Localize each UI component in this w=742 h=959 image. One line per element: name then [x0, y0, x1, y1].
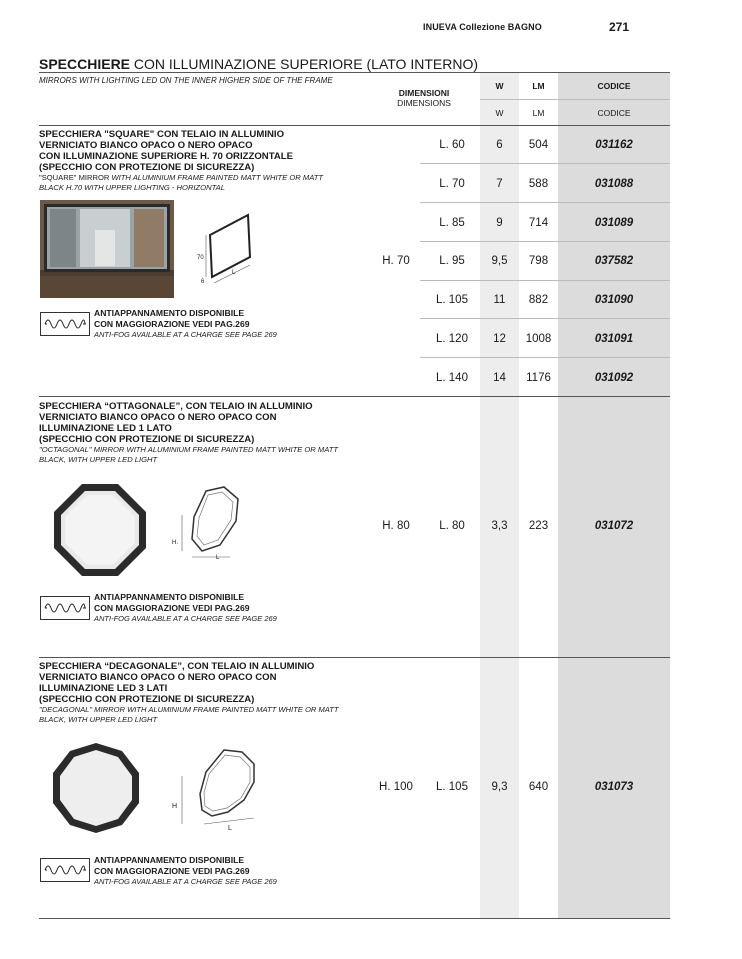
watt: 9,5: [491, 255, 508, 267]
antifog-it1: ANTIAPPANNAMENTO DISPONIBILE: [94, 592, 245, 602]
antifog-coil-icon: [40, 858, 90, 882]
decagonal-dim-h: H: [172, 803, 178, 810]
row-rule: [420, 357, 670, 358]
dim-en: DIMENSIONS: [397, 98, 451, 108]
desc-line1: "OCTAGONAL" MIRROR WITH ALUMINIUM FRAME PAINTED MATT WHITE OR MATT: [39, 445, 339, 454]
antifog-text-octagonal: [94, 592, 277, 624]
page-number: 271: [609, 20, 630, 34]
antifog-it2: CON MAGGIORAZIONE VEDI PAG.269: [94, 866, 250, 876]
section-title-rest: CON ILLUMINAZIONE SUPERIORE (LATO INTERNO): [130, 56, 479, 72]
desc-line2: BLACK, WITH UPPER LED LIGHT: [39, 455, 158, 464]
antifog-it2: CON MAGGIORAZIONE VEDI PAG.269: [94, 319, 250, 329]
header-bottom-rule: [39, 125, 670, 126]
antifog-it2: CON MAGGIORAZIONE VEDI PAG.269: [94, 603, 250, 613]
antifog-en: ANTI-FOG AVAILABLE AT A CHARGE SEE PAGE 269: [94, 330, 277, 339]
lumen: 1176: [526, 372, 551, 384]
title-line: ILLUMINAZIONE LED 1 LATO: [39, 423, 172, 434]
title-line: SPECCHIERA "SQUARE" CON TELAIO IN ALLUMINIO: [39, 129, 285, 140]
product-code: 031089: [594, 217, 634, 229]
lumen: 798: [528, 255, 549, 267]
row-rule: [420, 318, 670, 319]
antifog-coil-icon: [40, 596, 90, 620]
code-header-it: CODICE: [597, 81, 631, 91]
lumen: 1008: [525, 333, 552, 345]
size-l: L. 70: [439, 178, 465, 190]
dim-it: DIMENSIONI: [398, 88, 450, 98]
watt: 9,3: [491, 781, 508, 793]
size-l: L. 105: [436, 781, 468, 793]
section-title: [39, 56, 478, 72]
watt: 14: [493, 372, 506, 384]
lumen: 640: [528, 781, 549, 793]
octagonal-dim-h: H.: [172, 540, 178, 546]
size-l: L. 140: [436, 372, 468, 384]
lumen: 504: [528, 139, 549, 151]
desc-line1: WITH ALUMINIUM FRAME PAINTED MATT WHITE OR MATT: [109, 173, 323, 182]
watt: 12: [493, 333, 506, 345]
watt: 11: [493, 294, 506, 306]
antifog-it1: ANTIAPPANNAMENTO DISPONIBILE: [94, 855, 245, 865]
size-l: L. 80: [439, 520, 465, 532]
size-l: L. 120: [436, 333, 468, 345]
antifog-en: ANTI-FOG AVAILABLE AT A CHARGE SEE PAGE 269: [94, 614, 277, 623]
title-line: CON ILLUMINAZIONE SUPERIORE H. 70 ORIZZONTALE: [39, 151, 294, 162]
size-l: L. 105: [436, 294, 468, 306]
watt: 6: [496, 139, 503, 151]
lm-header-it: LM: [532, 81, 545, 91]
decagonal-mirror-photo: [50, 742, 142, 834]
product-height: H. 80: [382, 520, 410, 532]
lumen: 882: [528, 294, 549, 306]
size-l: L. 85: [439, 217, 465, 229]
title-line: VERNICIATO BIANCO OPACO O NERO OPACO CON: [39, 672, 277, 683]
row-rule: [420, 202, 670, 203]
catalog-brand: INUEVA Collezione BAGNO: [423, 22, 542, 32]
square-dim-d: 6: [201, 279, 205, 285]
square-technical-drawing: [196, 205, 261, 290]
desc-upper: "SQUARE" MIRROR: [39, 173, 110, 182]
product-separator: [39, 657, 670, 658]
header-top-rule: [39, 72, 670, 73]
code-header-en: CODICE: [597, 108, 631, 118]
desc-line2: BLACK, WITH UPPER LED LIGHT: [39, 715, 158, 724]
title-line: VERNICIATO BIANCO OPACO O NERO OPACO CON: [39, 412, 277, 423]
octagonal-technical-drawing: [168, 485, 248, 565]
product-separator: [39, 396, 670, 397]
title-line: ILLUMINAZIONE LED 3 LATI: [39, 683, 168, 694]
lumen: 223: [528, 520, 549, 532]
octagonal-mirror-photo: [52, 482, 148, 578]
product-code: 037582: [594, 255, 634, 267]
octagonal-dim-l: L: [216, 555, 220, 561]
size-l: L. 95: [439, 255, 465, 267]
product-code: 031073: [594, 781, 634, 793]
title-line: (SPECCHIO CON PROTEZIONE DI SICUREZZA): [39, 162, 255, 173]
title-line: (SPECCHIO CON PROTEZIONE DI SICUREZZA): [39, 694, 255, 705]
w-header-en: W: [495, 108, 504, 118]
watt: 9: [496, 217, 503, 229]
antifog-en: ANTI-FOG AVAILABLE AT A CHARGE SEE PAGE 269: [94, 877, 277, 886]
row-rule: [420, 163, 670, 164]
decagonal-dim-l: L: [228, 825, 232, 832]
product-height: H. 100: [379, 781, 413, 793]
lumen: 588: [528, 178, 549, 190]
title-line: SPECCHIERA “DECAGONALE”, CON TELAIO IN ALLUMINIO: [39, 661, 315, 672]
product-code: 031091: [594, 333, 634, 345]
lm-header-en: LM: [532, 108, 545, 118]
square-dim-l: L: [232, 270, 236, 276]
product-code: 031162: [595, 139, 633, 151]
antifog-coil-icon: [40, 312, 90, 336]
section-title-bold: SPECCHIERE: [39, 56, 131, 72]
antifog-text-square: [94, 308, 277, 340]
lumen: 714: [528, 217, 549, 229]
antifog-text-decagonal: [94, 855, 277, 887]
antifog-it1: ANTIAPPANNAMENTO DISPONIBILE: [94, 308, 245, 318]
watt: 3,3: [491, 520, 508, 532]
desc-line1: "DECAGONAL" MIRROR WITH ALUMINIUM FRAME PAINTED MATT WHITE OR MATT: [39, 705, 339, 714]
title-line: SPECCHIERA “OTTAGONALE”, CON TELAIO IN ALLUMINIO: [39, 401, 313, 412]
section-subtitle: MIRRORS WITH LIGHTING LED ON THE INNER HIGHER SIDE OF THE FRAME: [39, 76, 333, 85]
watt: 7: [496, 178, 503, 190]
square-dim-h: 70: [197, 255, 204, 261]
table-bottom-rule: [39, 918, 670, 919]
row-rule: [420, 241, 670, 242]
square-mirror-photo: [40, 200, 174, 298]
title-line: (SPECCHIO CON PROTEZIONE DI SICUREZZA): [39, 434, 255, 445]
w-header-it: W: [495, 81, 504, 91]
product-decagonal-title: [39, 661, 339, 725]
product-octagonal-title: [39, 401, 338, 465]
product-code: 031092: [594, 372, 634, 384]
decagonal-technical-drawing: [168, 748, 260, 830]
product-height: H. 70: [382, 255, 410, 267]
size-l: L. 60: [439, 139, 465, 151]
product-code: 031072: [594, 520, 634, 532]
header-mid-rule: [480, 99, 670, 100]
product-code: 031088: [594, 178, 634, 190]
row-rule: [420, 280, 670, 281]
product-code: 031090: [594, 294, 634, 306]
dimensions-header: [385, 88, 463, 108]
product-square-title: [39, 129, 323, 193]
product-desc: [39, 173, 323, 183]
desc-line2: BLACK H.70 WITH UPPER LIGHTING - HORIZONTAL: [39, 183, 225, 192]
title-line: VERNICIATO BIANCO OPACO O NERO OPACO: [39, 140, 253, 151]
